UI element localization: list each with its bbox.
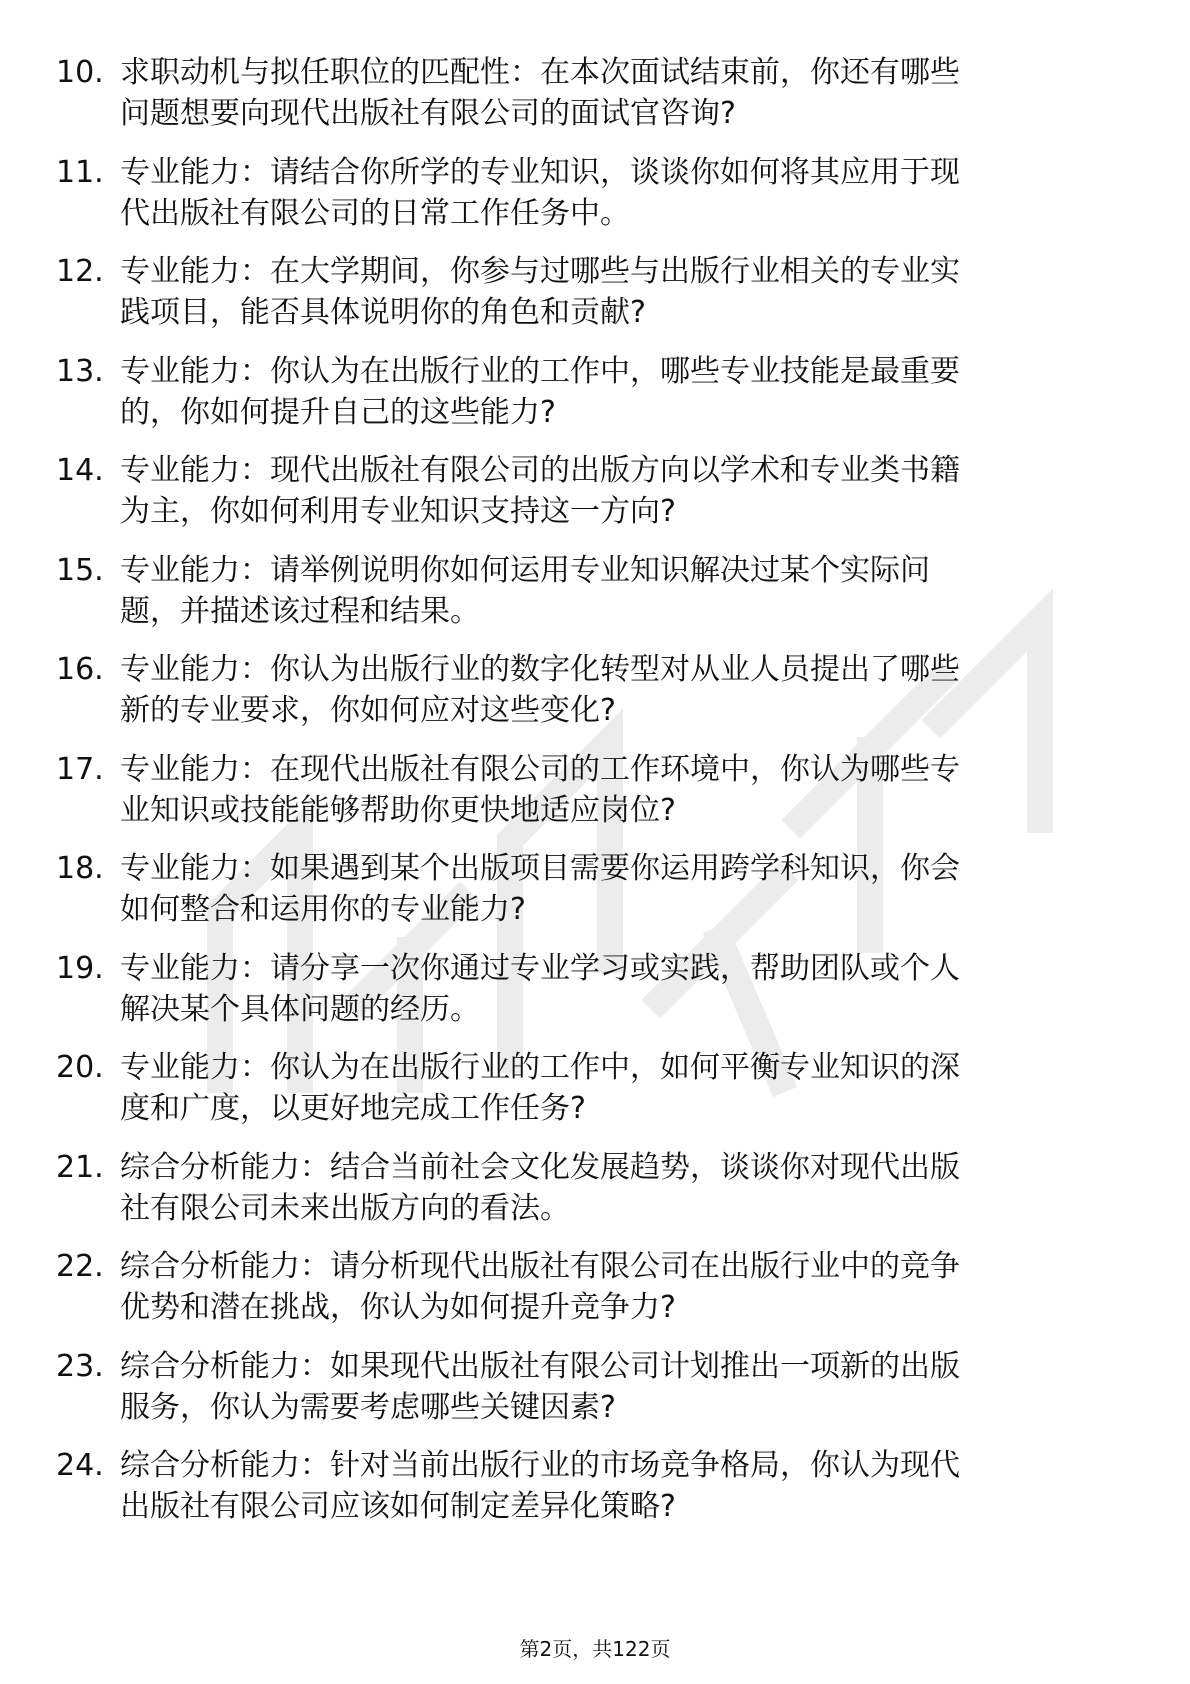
question-item: [56, 1047, 1136, 1129]
question-number: 18.: [56, 851, 104, 886]
question-item: [56, 749, 1136, 831]
question-text: 求职动机与拟任职位的匹配性：在本次面试结束前，你还有哪些 问题想要向现代出版社有限公司的面试官咨询?: [120, 55, 960, 131]
question-text: 专业能力：请结合你所学的专业知识，谈谈你如何将其应用于现 代出版社有限公司的日常工作任务中。: [120, 154, 960, 231]
question-number: 22.: [56, 1249, 104, 1284]
question-number: 15.: [56, 552, 104, 588]
question-text: 专业能力：在现代出版社有限公司的工作环境中，你认为哪些专 业知识或技能能够帮助你更快地适应岗位?: [120, 751, 960, 828]
question-number: 16.: [56, 652, 104, 687]
question-number: 23.: [56, 1348, 104, 1384]
question-text: 专业能力：你认为在出版行业的工作中，哪些专业技能是最重要 的，你如何提升自己的这些能力?: [120, 353, 960, 430]
page-footer: [0, 1637, 1190, 1661]
question-item: [56, 351, 1136, 433]
question-item: [56, 1445, 1136, 1527]
question-item: [56, 550, 1136, 632]
question-number: 21.: [56, 1149, 104, 1185]
question-text: 专业能力：请分享一次你通过专业学习或实践，帮助团队或个人 解决某个具体问题的经历。: [120, 950, 960, 1027]
question-item: [56, 152, 1136, 234]
question-list: [56, 52, 1136, 1545]
question-text: 综合分析能力：请分析现代出版社有限公司在出版行业中的竞争 优势和潜在挑战，你认为如何提升竞争力?: [120, 1249, 960, 1325]
question-number: 20.: [56, 1050, 104, 1085]
question-text: 专业能力：如果遇到某个出版项目需要你运用跨学科知识，你会 如何整合和运用你的专业能力?: [120, 851, 960, 927]
question-text: 综合分析能力：针对当前出版行业的市场竞争格局，你认为现代 出版社有限公司应该如何制定差异化策略?: [120, 1448, 960, 1524]
question-text: 专业能力：你认为在出版行业的工作中，如何平衡专业知识的深 度和广度，以更好地完成工作任务?: [120, 1050, 960, 1126]
question-text: 专业能力：现代出版社有限公司的出版方向以学术和专业类书籍 为主，你如何利用专业知识支持这一方向?: [120, 453, 960, 529]
question-number: 10.: [56, 55, 104, 90]
question-item: [56, 1147, 1136, 1229]
question-number: 14.: [56, 453, 104, 488]
question-item: [56, 450, 1136, 532]
question-text: 专业能力：你认为出版行业的数字化转型对从业人员提出了哪些 新的专业要求，你如何应对这些变化?: [120, 652, 960, 728]
question-item: [56, 1246, 1136, 1328]
question-number: 17.: [56, 751, 104, 787]
question-number: 12.: [56, 254, 104, 289]
question-number: 24.: [56, 1448, 104, 1483]
question-number: 19.: [56, 950, 104, 986]
page-number-label: 第2页，共122页: [519, 1637, 671, 1661]
question-item: [56, 848, 1136, 930]
question-item: [56, 649, 1136, 731]
question-text: 综合分析能力：结合当前社会文化发展趋势，谈谈你对现代出版 社有限公司未来出版方向的看法。: [120, 1149, 960, 1226]
question-item: [56, 52, 1136, 134]
question-item: [56, 948, 1136, 1030]
question-text: 专业能力：在大学期间，你参与过哪些与出版行业相关的专业实 践项目，能否具体说明你的角色和贡献?: [120, 254, 960, 330]
question-text: 专业能力：请举例说明你如何运用专业知识解决过某个实际问 题，并描述该过程和结果。: [120, 552, 930, 629]
question-item: [56, 1346, 1136, 1428]
question-number: 11.: [56, 154, 104, 190]
question-item: [56, 251, 1136, 333]
question-number: 13.: [56, 353, 104, 389]
question-text: 综合分析能力：如果现代出版社有限公司计划推出一项新的出版 服务，你认为需要考虑哪些关键因素?: [120, 1348, 960, 1425]
